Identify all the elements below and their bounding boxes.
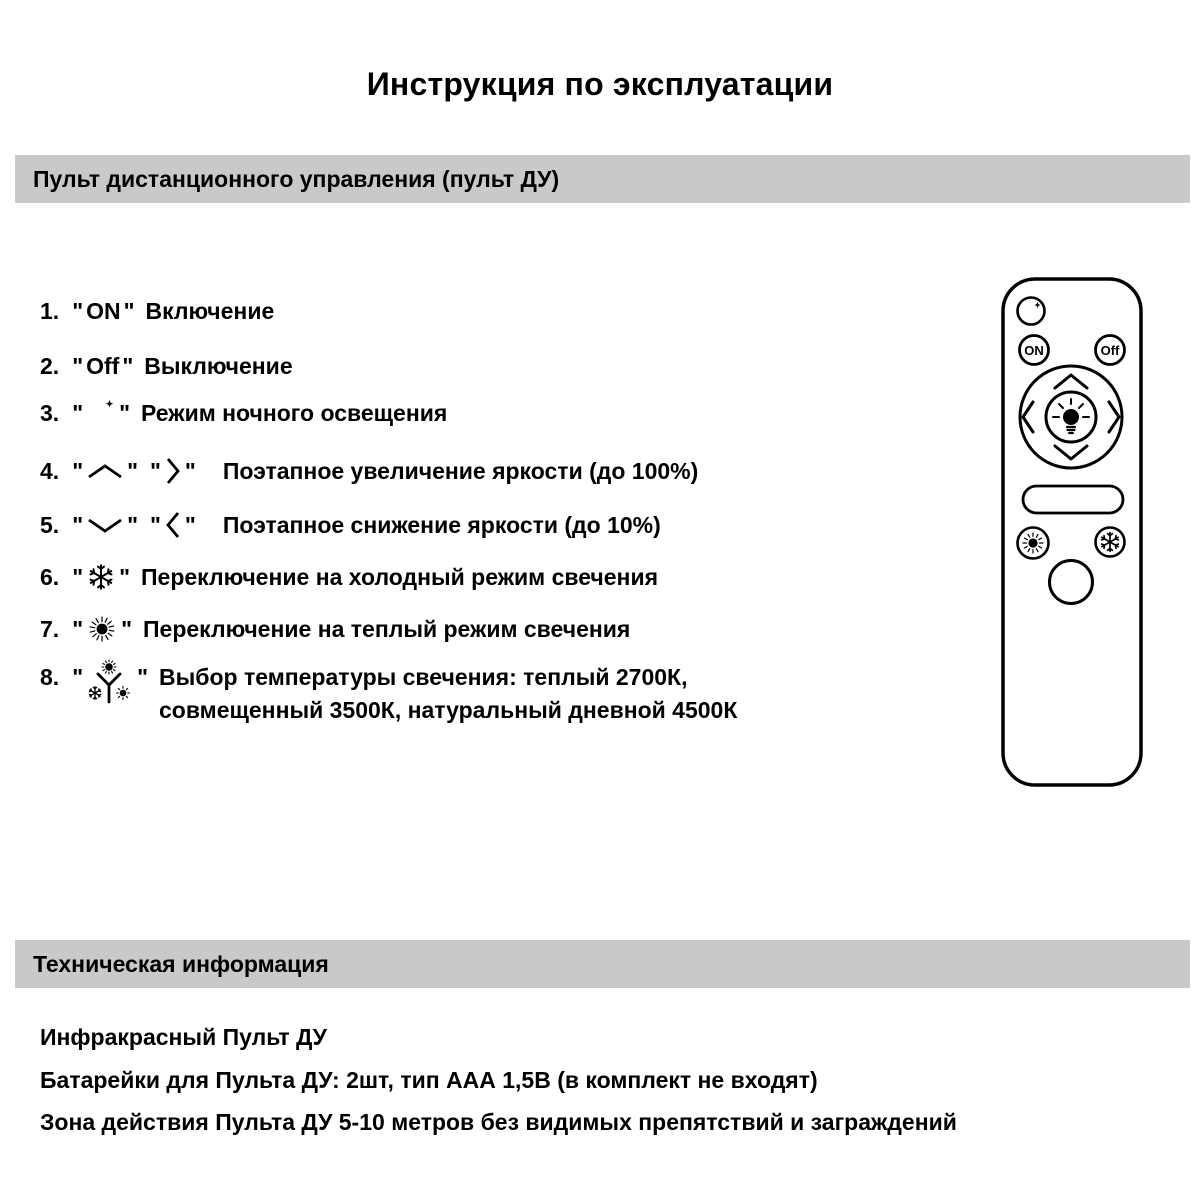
quote-mark: " (72, 616, 84, 642)
quote-mark: " (72, 353, 84, 379)
item-text: Переключение на теплый режим свечения (143, 616, 631, 642)
quote-mark: " (184, 512, 196, 538)
quote-mark: " (127, 458, 138, 484)
list-item-5 (40, 509, 661, 541)
remote-nav-pad (1020, 366, 1122, 468)
off-button-label: Off (86, 353, 120, 379)
item-number: 4. (40, 458, 60, 484)
on-button-label: ON (86, 298, 121, 324)
quote-mark: " (72, 458, 84, 484)
list-item-7 (40, 613, 630, 645)
item-text-line1: Выбор температуры свечения: теплый 2700К, (159, 664, 688, 690)
remote-warm-button (1018, 528, 1049, 559)
tech-line-1: Инфракрасный Пульт ДУ (40, 1024, 327, 1050)
tech-line-3: Зона действия Пульта ДУ 5-10 метров без видимых препятствий и заграждений (40, 1109, 957, 1135)
warm-sun-icon (86, 613, 118, 645)
temperature-select-icon (86, 659, 134, 707)
remote-cold-button (1096, 528, 1125, 557)
svg-text:Off: Off (1100, 342, 1120, 358)
page-title: Инструкция по эксплуатации (366, 66, 834, 102)
angle-right-icon (164, 455, 182, 487)
quote-mark: " (150, 512, 161, 538)
quote-mark: " (72, 298, 84, 324)
chevron-up-icon (86, 461, 124, 481)
remote-pill-button (1023, 486, 1123, 513)
remote-control-diagram (1001, 277, 1143, 792)
section-banner-tech (15, 940, 1190, 988)
list-item-1 (40, 297, 274, 325)
svg-text:ON: ON (1024, 342, 1044, 358)
remote-night-mode-button (1018, 298, 1045, 325)
list-item-4 (40, 455, 698, 487)
section-banner-remote (15, 155, 1190, 203)
section-heading-tech: Техническая информация (33, 950, 329, 977)
list-item-8 (40, 661, 737, 727)
quote-mark: " (184, 458, 196, 484)
item-number: 1. (40, 298, 60, 324)
quote-mark: " (72, 400, 84, 426)
quote-mark: " (123, 298, 135, 324)
list-item-2 (40, 352, 293, 380)
item-text: Режим ночного освещения (141, 400, 448, 426)
item-text (159, 661, 737, 727)
item-number: 3. (40, 400, 60, 426)
snowflake-icon (86, 562, 116, 592)
quote-mark: " (119, 400, 130, 426)
quote-mark: " (121, 616, 132, 642)
item-text: Включение (145, 298, 275, 324)
moon-night-icon (86, 398, 116, 428)
quote-mark: " (72, 512, 84, 538)
item-number: 6. (40, 564, 60, 590)
remote-off-button (1096, 336, 1125, 365)
item-number: 2. (40, 353, 60, 379)
quote-mark: " (127, 512, 138, 538)
section-heading-remote: Пульт дистанционного управления (пульт ДУ) (33, 165, 560, 192)
item-text: Выключение (144, 353, 293, 379)
item-text: Поэтапное снижение яркости (до 10%) (222, 512, 661, 538)
item-number: 7. (40, 616, 60, 642)
chevron-down-icon (86, 515, 124, 535)
quote-mark: " (72, 664, 84, 690)
quote-mark: " (122, 353, 134, 379)
item-number: 8. (40, 664, 60, 690)
quote-mark: " (72, 564, 84, 590)
list-item-6 (40, 562, 658, 592)
quote-mark: " (119, 564, 130, 590)
item-text: Поэтапное увеличение яркости (до 100%) (222, 458, 699, 484)
angle-left-icon (164, 509, 182, 541)
quote-mark: " (150, 458, 161, 484)
remote-on-button (1020, 336, 1049, 365)
item-number: 5. (40, 512, 60, 538)
quote-mark: " (137, 664, 148, 690)
remote-plain-button (1050, 561, 1093, 604)
tech-line-2: Батарейки для Пульта ДУ: 2шт, тип ААА 1,5В (в комплект не входят) (40, 1067, 818, 1093)
list-item-3 (40, 398, 447, 428)
item-text-line2: совмещенный 3500К, натуральный дневной 4500К (159, 697, 738, 723)
item-text: Переключение на холодный режим свечения (141, 564, 659, 590)
